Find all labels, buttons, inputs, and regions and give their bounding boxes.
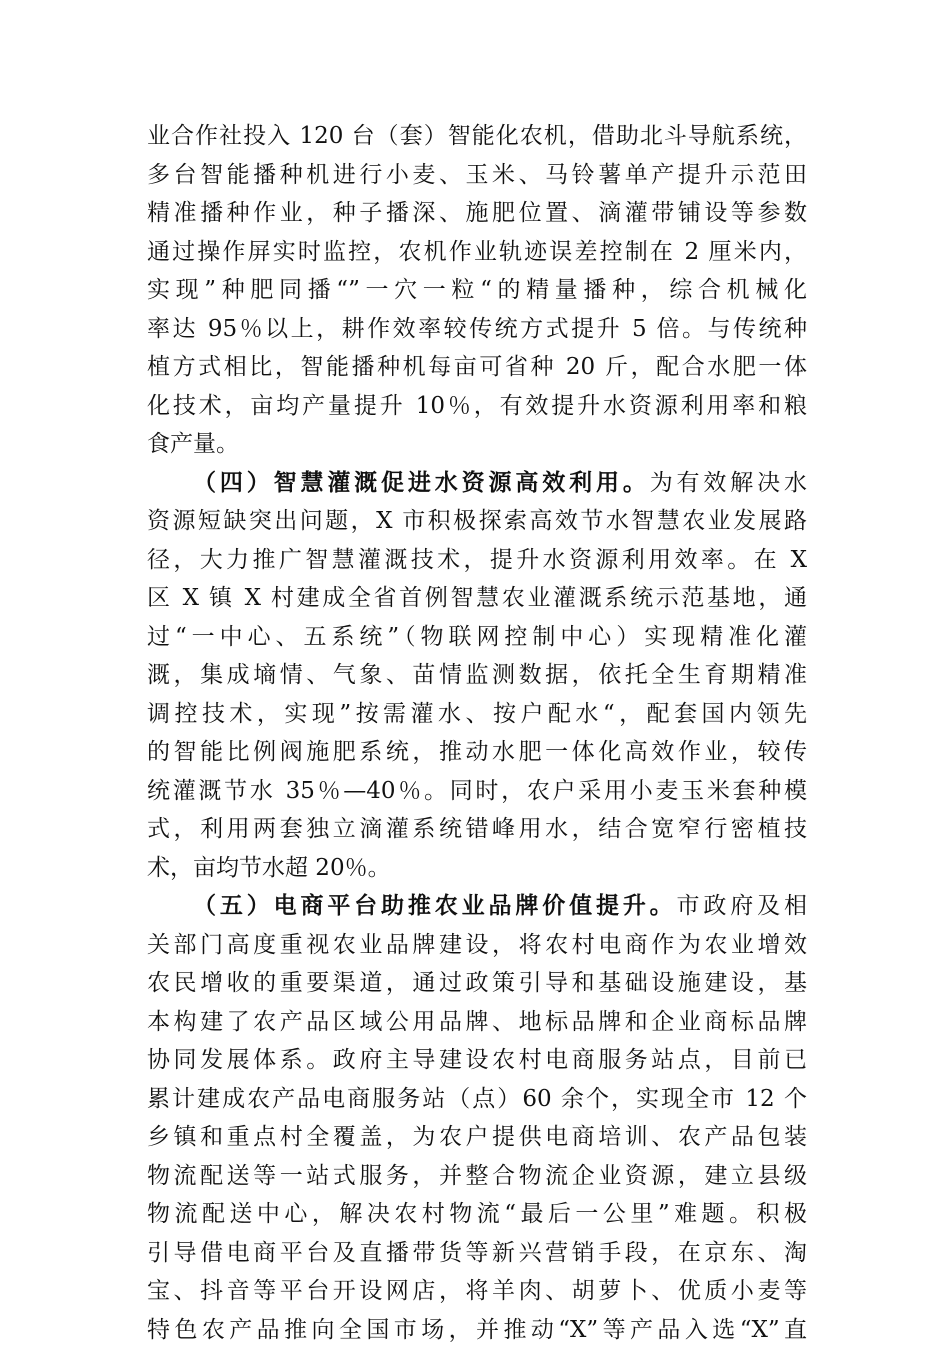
text-line: 过“一中心、五系统”（物联网控制中心）实现精准化灌: [147, 618, 807, 657]
text-line: 累计建成农产品电商服务站（点）60 余个，实现全市 12 个: [147, 1080, 807, 1119]
text-line: 化技术，亩均产量提升 10％，有效提升水资源利用率和粮: [147, 387, 807, 426]
text-line: 关部门高度重视农业品牌建设，将农村电商作为农业增效: [147, 926, 807, 965]
text-line: 物流配送等一站式服务，并整合物流企业资源，建立县级: [147, 1157, 807, 1196]
text-line: 多台智能播种机进行小麦、玉米、马铃薯单产提升示范田: [147, 156, 807, 195]
paragraph-smart-irrigation: [147, 464, 807, 888]
text-line-rest: 市政府及相: [677, 893, 807, 919]
text-line: 溉，集成墒情、气象、苗情监测数据，依托全生育期精准: [147, 656, 807, 695]
text-line-rest: 为有效解决水: [650, 470, 807, 496]
text-line: 实现”种肥同播“”一穴一粒“的精量播种，综合机械化: [147, 271, 807, 310]
text-line: 物流配送中心，解决农村物流“最后一公里”难题。积极: [147, 1195, 807, 1234]
text-line: 协同发展体系。政府主导建设农村电商服务站点，目前已: [147, 1041, 807, 1080]
text-line: 术，亩均节水超 20％。: [147, 849, 807, 888]
text-line: 资源短缺突出问题，X 市积极探索高效节水智慧农业发展路: [147, 502, 807, 541]
section-heading: （四）智慧灌溉促进水资源高效利用。: [193, 469, 650, 496]
paragraph-ecommerce: [147, 887, 807, 1349]
text-line: [147, 464, 807, 503]
text-line: [147, 887, 807, 926]
text-line: 径，大力推广智慧灌溉技术，提升水资源利用效率。在 X: [147, 541, 807, 580]
text-line: 宝、抖音等平台开设网店，将羊肉、胡萝卜、优质小麦等: [147, 1272, 807, 1311]
text-line: 农民增收的重要渠道，通过政策引导和基础设施建设，基: [147, 964, 807, 1003]
text-line: 调控技术，实现”按需灌水、按户配水“，配套国内领先: [147, 695, 807, 734]
text-line: 统灌溉节水 35％—40％。同时，农户采用小麦玉米套种模: [147, 772, 807, 811]
text-line: 率达 95％以上，耕作效率较传统方式提升 5 倍。与传统种: [147, 310, 807, 349]
text-line: 引导借电商平台及直播带货等新兴营销手段，在京东、淘: [147, 1234, 807, 1273]
text-line: 乡镇和重点村全覆盖，为农户提供电商培训、农产品包装: [147, 1118, 807, 1157]
text-line: 的智能比例阀施肥系统，推动水肥一体化高效作业，较传: [147, 733, 807, 772]
text-line: 精准播种作业，种子播深、施肥位置、滴灌带铺设等参数: [147, 194, 807, 233]
text-line: 区 X 镇 X 村建成全省首例智慧农业灌溉系统示范基地，通: [147, 579, 807, 618]
text-line: 式，利用两套独立滴灌系统错峰用水，结合宽窄行密植技: [147, 810, 807, 849]
section-heading: （五）电商平台助推农业品牌价值提升。: [193, 892, 677, 919]
text-line: 本构建了农产品区域公用品牌、地标品牌和企业商标品牌: [147, 1003, 807, 1042]
paragraph-smart-seeding: [147, 117, 807, 464]
document-body: [147, 117, 807, 1349]
text-line: 植方式相比，智能播种机每亩可省种 20 斤，配合水肥一体: [147, 348, 807, 387]
text-line: 业合作社投入 120 台（套）智能化农机，借助北斗导航系统，: [147, 117, 807, 156]
text-line: 特色农产品推向全国市场，并推动“X”等产品入选“X”直: [147, 1311, 807, 1349]
text-line: 通过操作屏实时监控，农机作业轨迹误差控制在 2 厘米内，: [147, 233, 807, 272]
text-line: 食产量。: [147, 425, 807, 464]
